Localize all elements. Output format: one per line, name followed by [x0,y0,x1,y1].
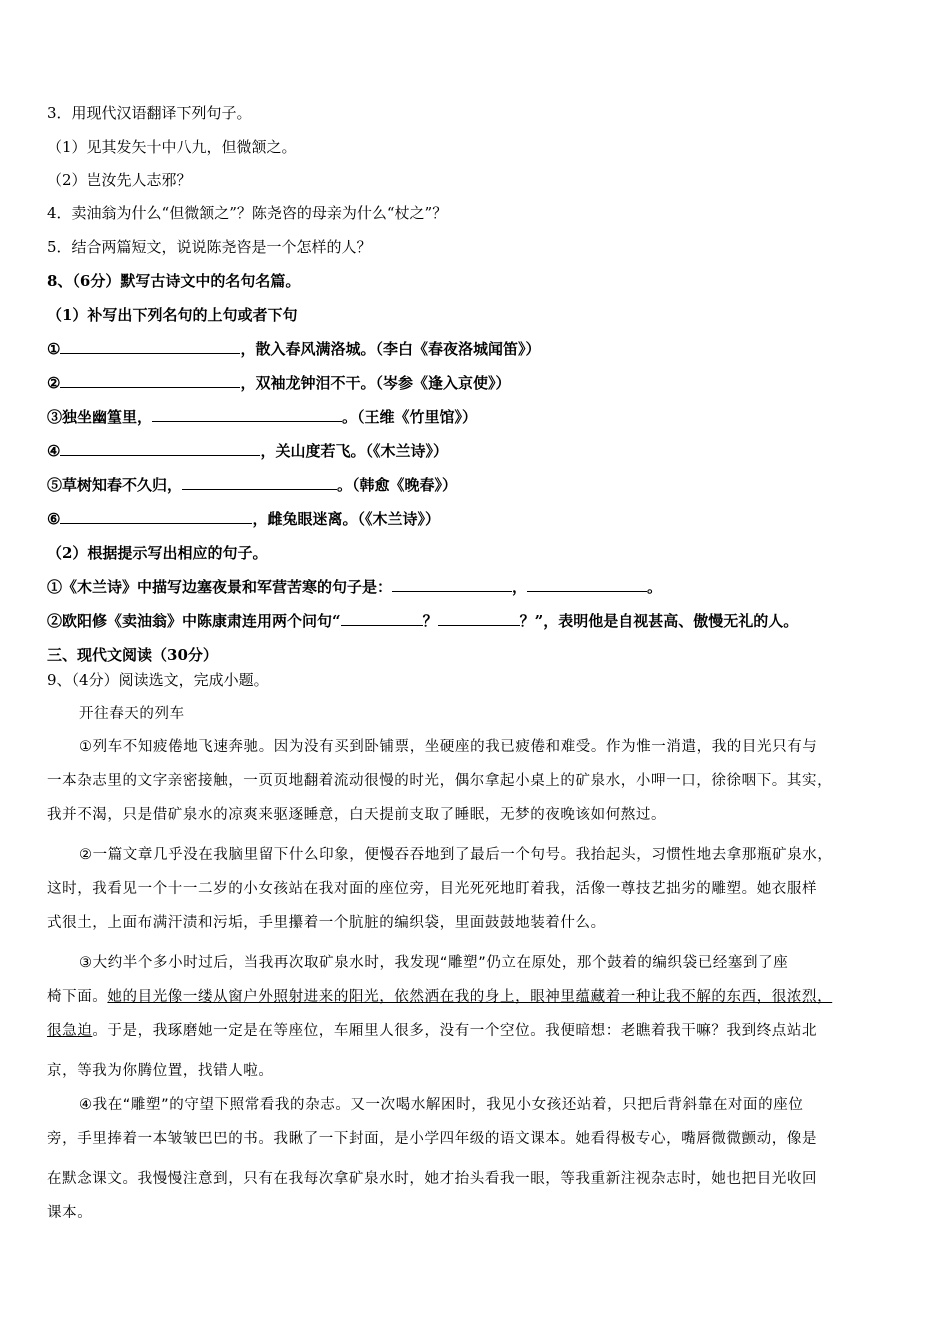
article-paragraph-3-line: ③大约半个多小时过后，当我再次取矿泉水时，我发现“雕塑”仍立在原处，那个鼓着的编织袋已经塞到了座 [79,955,789,971]
fill-item-4 [47,441,448,461]
fill-item-pre: ⑤草树知春不久归， [47,476,183,494]
article-title: 开往春天的列车 [79,706,185,722]
question-8-heading: 8、（6分）默写古诗文中的名句名篇。 [47,272,301,290]
answer-blank[interactable] [60,509,252,524]
article-paragraph-2-line: 式很土，上面布满汗渍和污垢，手里攥着一个肮脏的编织袋，里面鼓鼓地装着什么。 [47,915,606,931]
question-8-part-1: （1）补写出下列名句的上句或者下句 [47,306,298,324]
article-paragraph-4-line: 旁，手里捧着一本皱皱巴巴的书。我瞅了一下封面，是小学四年级的语文课本。她看得极专心，嘴唇微微颤动，像是 [47,1131,818,1147]
fill-item-pre: ⑥ [47,510,61,528]
prompt-pre: ①《木兰诗》中描写边塞夜景和军营苦寒的句子是： [47,578,393,596]
fill-item-1 [47,339,540,359]
article-paragraph-3-line [47,1021,817,1041]
article-paragraph-2-line: 这时，我看见一个十一二岁的小女孩站在我对面的座位旁，目光死死地盯着我，活像一尊技艺拙劣的雕塑。她衣服样 [47,881,818,897]
fill-item-post: ，双袖龙钟泪不干。（岑参《逢入京使》） [240,374,511,392]
fill-item-post: ，雌兔眼迷离。（《木兰诗》） [252,510,440,528]
text-run: 。于是，我琢磨她一定是在等座位，车厢里人很多，没有一个空位。我便暗想：老瞧着我干嘛？我到终点站北 [92,1023,818,1039]
prompt-item-1 [47,577,662,597]
fill-item-pre: ② [47,374,61,392]
article-paragraph-4-line: 在默念课文。我慢慢注意到，只有在我每次拿矿泉水时，她才抬头看我一眼，等我重新注视杂志时，她也把目光收回 [47,1171,818,1187]
fill-item-2 [47,373,510,393]
underlined-sentence: 很急迫 [47,1023,93,1039]
answer-blank[interactable] [182,475,337,490]
answer-blank[interactable] [152,407,342,422]
answer-blank[interactable] [341,611,423,626]
fill-item-post: 。（王维《竹里馆》） [342,408,478,426]
article-paragraph-3-line [47,987,832,1007]
fill-item-post: 。（韩愈《晚春》） [337,476,458,494]
answer-blank[interactable] [60,441,260,456]
question-8-part-2: （2）根据提示写出相应的句子。 [47,544,268,562]
fill-item-3 [47,407,477,427]
answer-blank[interactable] [527,577,647,592]
answer-blank[interactable] [438,611,520,626]
fill-item-5 [47,475,457,495]
section-3-heading: 三、现代文阅读（30分） [47,646,218,664]
article-paragraph-3-line: 京，等我为你腾位置，找错人啦。 [47,1063,274,1079]
fill-item-pre: ③独坐幽篁里， [47,408,153,426]
article-paragraph-2-line: ②一篇文章几乎没在我脑里留下什么印象，便慢吞吞地到了最后一个句号。我抬起头，习惯性地去拿那瓶矿泉水， [79,847,833,863]
prompt-post: 。 [647,578,663,596]
article-paragraph-4-line: 课本。 [47,1205,93,1221]
article-paragraph-4-line: ④我在“雕塑”的守望下照常看我的杂志。又一次喝水解困时，我见小女孩还站着，只把后背斜靠在对面的座位 [79,1097,804,1113]
answer-blank[interactable] [60,373,240,388]
question-9: 9、（4分）阅读选文，完成小题。 [47,671,269,689]
answer-blank[interactable] [392,577,512,592]
prompt-post: ？”，表明他是自视甚高、傲慢无礼的人。 [519,612,799,630]
prompt-mid: ， [512,578,528,596]
fill-item-post: ，关山度若飞。（《木兰诗》） [260,442,448,460]
underlined-sentence: 她的目光像一缕从窗户外照射进来的阳光，依然洒在我的身上，眼神里蕴藏着一种让我不解的东西，很浓烈， [107,989,833,1005]
question-3-item-2: （2）岂汝先人志邪？ [47,171,192,189]
article-paragraph-1-line: 一本杂志里的文字亲密接触，一页页地翻着流动很慢的时光，偶尔拿起小桌上的矿泉水，小呷一口，徐徐咽下。其实， [47,773,833,789]
prompt-mid: ？ [422,612,438,630]
text-run: 椅下面。 [47,989,108,1005]
fill-item-6 [47,509,440,529]
question-3: 3．用现代汉语翻译下列句子。 [47,104,252,122]
fill-item-pre: ④ [47,442,61,460]
question-3-item-1: （1）见其发矢十中八九，但微颔之。 [47,138,297,156]
fill-item-post: ，散入春风满洛城。（李白《春夜洛城闻笛》） [240,340,541,358]
answer-blank[interactable] [60,339,240,354]
prompt-pre: ②欧阳修《卖油翁》中陈康肃连用两个问句“ [47,612,341,630]
prompt-item-2 [47,611,798,631]
question-5: 5．结合两篇短文，说说陈尧咨是一个怎样的人？ [47,238,372,256]
fill-item-pre: ① [47,340,61,358]
article-paragraph-1-line: 我并不渴，只是借矿泉水的凉爽来驱逐睡意，白天提前支取了睡眠，无梦的夜晚该如何熬过。 [47,807,667,823]
article-paragraph-1-line: ①列车不知疲倦地飞速奔驰。因为没有买到卧铺票，坐硬座的我已疲倦和难受。作为惟一消遣，我的目光只有与 [79,739,818,755]
question-4: 4．卖油翁为什么“但微颔之”？陈尧咨的母亲为什么“杖之”？ [47,204,448,222]
